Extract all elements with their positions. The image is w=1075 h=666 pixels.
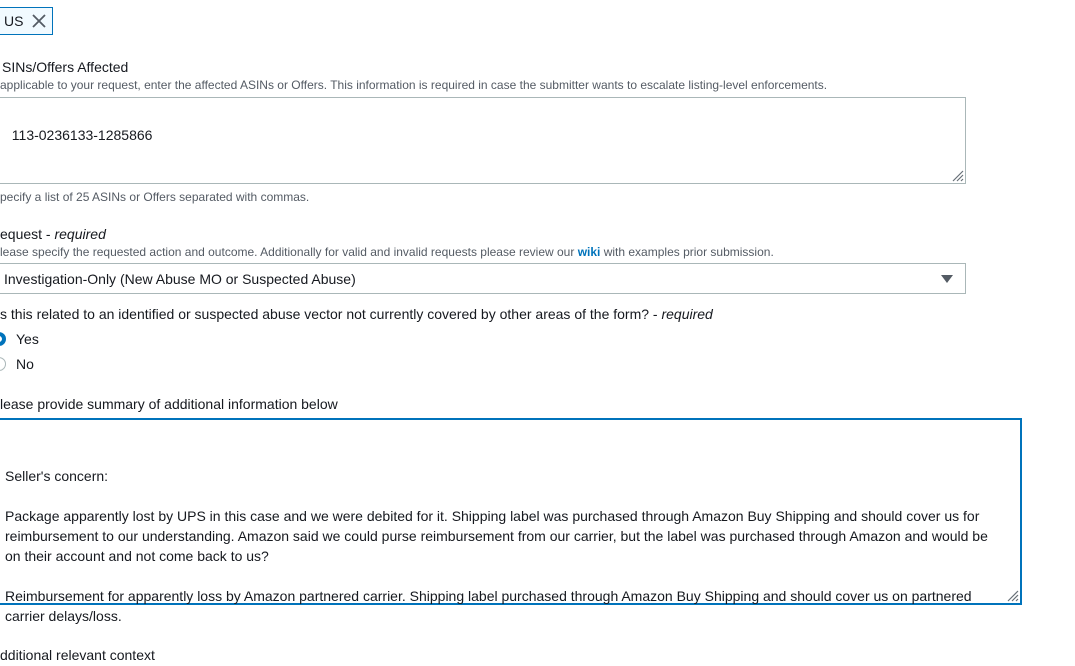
- abuse-vector-required: required: [661, 306, 713, 322]
- resize-handle-icon[interactable]: [1005, 588, 1019, 602]
- radio-yes-label: Yes: [16, 331, 39, 347]
- summary-label: lease provide summary of additional information below: [0, 396, 338, 412]
- radio-yes[interactable]: [0, 331, 39, 347]
- asins-hint: pecify a list of 25 ASINs or Offers separated with commas.: [0, 190, 310, 204]
- request-description-pre: lease specify the requested action and outcome. Additionally for valid and invalid requests please review our: [0, 245, 578, 259]
- radio-no-indicator[interactable]: [0, 357, 6, 371]
- request-label: [0, 226, 106, 242]
- request-description-post: with examples prior submission.: [600, 245, 774, 259]
- abuse-vector-label-text: s this related to an identified or suspected abuse vector not currently covered by other areas of the form? -: [0, 306, 662, 322]
- summary-textarea[interactable]: [0, 418, 1022, 624]
- abuse-vector-label: [0, 306, 713, 322]
- request-description: [0, 245, 774, 259]
- request-required: required: [54, 226, 106, 242]
- wiki-link[interactable]: wiki: [577, 245, 601, 259]
- caret-down-icon: [941, 275, 953, 283]
- request-selected-value: Investigation-Only (New Abuse MO or Suspected Abuse): [4, 270, 356, 287]
- radio-yes-indicator[interactable]: [0, 332, 6, 346]
- radio-no-label: No: [16, 356, 34, 372]
- close-icon[interactable]: [31, 13, 47, 29]
- summary-value: Seller's concern: Package apparently lost by UPS in this case and we were debited for it. Shipping label was purchased through Amazon Buy Shipping and should cover us for reimbursement to our understanding. Amazon said we could purse reimbursement from our carrier, but the label was purchased through Amazon and would be on their account and not come back to us? Reimbursement for apparently loss by Amazon partnered carrier. Shipping label purchased through Amazon Buy Shipping and should cover us on partnered carrier delays/loss.: [5, 468, 988, 624]
- asins-textarea[interactable]: [0, 97, 966, 184]
- asins-description: applicable to your request, enter the affected ASINs or Offers. This information is required in case the submitter wants to escalate listing-level enforcements.: [0, 78, 828, 92]
- radio-no[interactable]: [0, 356, 34, 372]
- marketplace-chip: [0, 7, 53, 35]
- context-label: dditional relevant context: [0, 647, 155, 663]
- asins-value: 113-0236133-1285866: [11, 127, 153, 143]
- chip-label: US: [4, 13, 24, 29]
- request-label-text: equest -: [0, 226, 55, 242]
- resize-handle-icon[interactable]: [950, 168, 964, 182]
- asins-label: SINs/Offers Affected: [2, 59, 129, 75]
- request-select[interactable]: [0, 263, 966, 294]
